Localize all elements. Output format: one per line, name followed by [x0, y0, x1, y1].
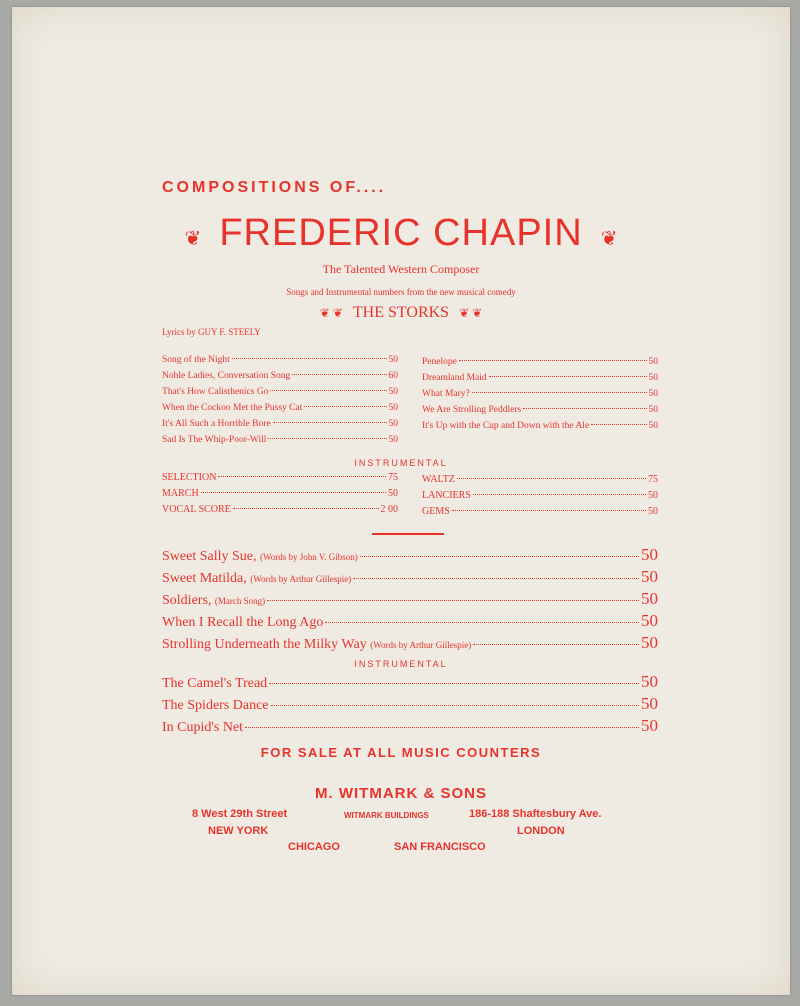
song-title: Sad Is The Whip-Poor-Will — [162, 435, 267, 445]
song-price: 50 — [648, 373, 658, 383]
songs-from-text: Songs and Instrumental numbers from the new musical comedy — [286, 287, 516, 297]
list-item — [162, 387, 398, 397]
song-price: 50 — [388, 403, 398, 413]
list-item — [422, 506, 658, 517]
list-item — [422, 389, 658, 399]
list-item — [422, 373, 658, 383]
song-credit: (Words by John V. Gibson) — [260, 552, 358, 562]
song-price: 50 — [641, 567, 658, 586]
fleuron-icon: ❦ ❦ — [459, 306, 483, 320]
song-title: Noble Ladies, Conversation Song — [162, 371, 291, 381]
list-item — [162, 403, 398, 413]
song-price: 50 — [388, 435, 398, 445]
song-title: Soldiers, — [162, 593, 212, 608]
instrumental-price: 50 — [648, 506, 658, 517]
song-price: 50 — [388, 419, 398, 429]
song-credit: (Words by Arthur Gillespie) — [370, 640, 472, 650]
list-item — [162, 694, 658, 714]
instrumental-title: The Spiders Dance — [162, 698, 269, 713]
instrumental-price: 75 — [648, 474, 658, 485]
list-item — [162, 611, 658, 631]
instrumental-title: WALTZ — [422, 474, 455, 485]
fleuron-icon: ❦ — [600, 228, 618, 250]
instrumental-price: 2 00 — [380, 504, 398, 515]
instrumental-heading: INSTRUMENTAL — [354, 458, 448, 468]
song-price: 50 — [641, 611, 658, 630]
song-title: Sweet Sally Sue, — [162, 549, 257, 564]
list-item — [162, 435, 398, 445]
instrumental-price: 50 — [388, 488, 398, 499]
list-item — [162, 633, 658, 653]
list-item — [162, 589, 658, 609]
instrumental-title: The Camel's Tread — [162, 676, 268, 691]
list-item — [422, 405, 658, 415]
song-price: 50 — [648, 405, 658, 415]
list-item — [422, 357, 658, 367]
list-item — [162, 419, 398, 429]
london-address: 186-188 Shaftesbury Ave. — [469, 808, 602, 820]
song-price: 50 — [388, 387, 398, 397]
song-price: 50 — [648, 389, 658, 399]
song-price: 50 — [648, 421, 658, 431]
fleuron-icon: ❦ ❦ — [319, 306, 343, 320]
list-item — [162, 545, 658, 565]
instrumental-title: LANCIERS — [422, 490, 471, 501]
divider-rule — [372, 533, 444, 535]
song-title: It's All Such a Horrible Bore — [162, 419, 271, 429]
show-title: THE STORKS — [352, 304, 450, 321]
city-san-francisco: SAN FRANCISCO — [394, 841, 486, 853]
for-sale-notice: FOR SALE AT ALL MUSIC COUNTERS — [260, 745, 542, 760]
song-title: Penelope — [422, 357, 457, 367]
composer-name: FREDERIC CHAPIN — [219, 212, 583, 254]
song-title: Strolling Underneath the Milky Way — [162, 637, 367, 652]
city-london: LONDON — [517, 825, 565, 837]
song-title: When I Recall the Long Ago — [162, 615, 324, 630]
instrumental-title: VOCAL SCORE — [162, 504, 231, 515]
song-price: 60 — [388, 371, 398, 381]
list-item — [162, 472, 398, 483]
song-title: It's Up with the Cup and Down with the Ale — [422, 421, 590, 431]
sheet-music-back-cover — [12, 7, 790, 995]
song-title: Sweet Matilda, — [162, 571, 247, 586]
song-credit: (March Song) — [214, 596, 266, 606]
song-title: Song of the Night — [162, 355, 230, 365]
list-item — [162, 488, 398, 499]
instrumental-title: In Cupid's Net — [162, 720, 244, 735]
instrumental-title: GEMS — [422, 506, 450, 517]
instrumental-price: 50 — [641, 716, 658, 735]
list-item — [162, 371, 398, 381]
instrumental-title: MARCH — [162, 488, 199, 499]
list-item — [422, 421, 658, 431]
show-title-row — [12, 304, 790, 322]
instrumental-price: 50 — [641, 672, 658, 691]
instrumental-price: 50 — [641, 694, 658, 713]
song-credit: (Words by Arthur Gillespie) — [250, 574, 352, 584]
instrumental-price: 50 — [648, 490, 658, 501]
instrumental-price: 75 — [388, 472, 398, 483]
instrumental-heading: INSTRUMENTAL — [354, 659, 448, 669]
song-title: Dreamland Maid — [422, 373, 487, 383]
fleuron-icon: ❦ — [184, 228, 202, 250]
song-price: 50 — [641, 545, 658, 564]
song-price: 50 — [641, 589, 658, 608]
song-title: That's How Calisthenics Go — [162, 387, 269, 397]
city-new-york: NEW YORK — [208, 825, 269, 837]
song-title: What Mary? — [422, 389, 470, 399]
list-item — [422, 490, 658, 501]
composer-subtitle: The Talented Western Composer — [322, 262, 480, 276]
list-item — [162, 504, 398, 515]
witmark-buildings: WITMARK BUILDINGS — [344, 811, 429, 820]
list-item — [422, 474, 658, 485]
song-price: 50 — [648, 357, 658, 367]
compositions-of-heading: COMPOSITIONS OF.... — [162, 179, 387, 196]
composer-title-row — [12, 212, 790, 255]
song-price: 50 — [641, 633, 658, 652]
song-title: We Are Strolling Peddlers — [422, 405, 522, 415]
song-title: When the Cockoo Met the Pussy Cat — [162, 403, 303, 413]
list-item — [162, 355, 398, 365]
list-item — [162, 716, 658, 736]
list-item — [162, 567, 658, 587]
instrumental-title: SELECTION — [162, 472, 217, 483]
list-item — [162, 672, 658, 692]
new-york-address: 8 West 29th Street — [192, 808, 288, 820]
city-chicago: CHICAGO — [288, 841, 340, 853]
song-price: 50 — [388, 355, 398, 365]
lyrics-credit: Lyrics by GUY F. STEELY — [162, 327, 261, 337]
publisher-name: M. WITMARK & SONS — [315, 785, 487, 802]
